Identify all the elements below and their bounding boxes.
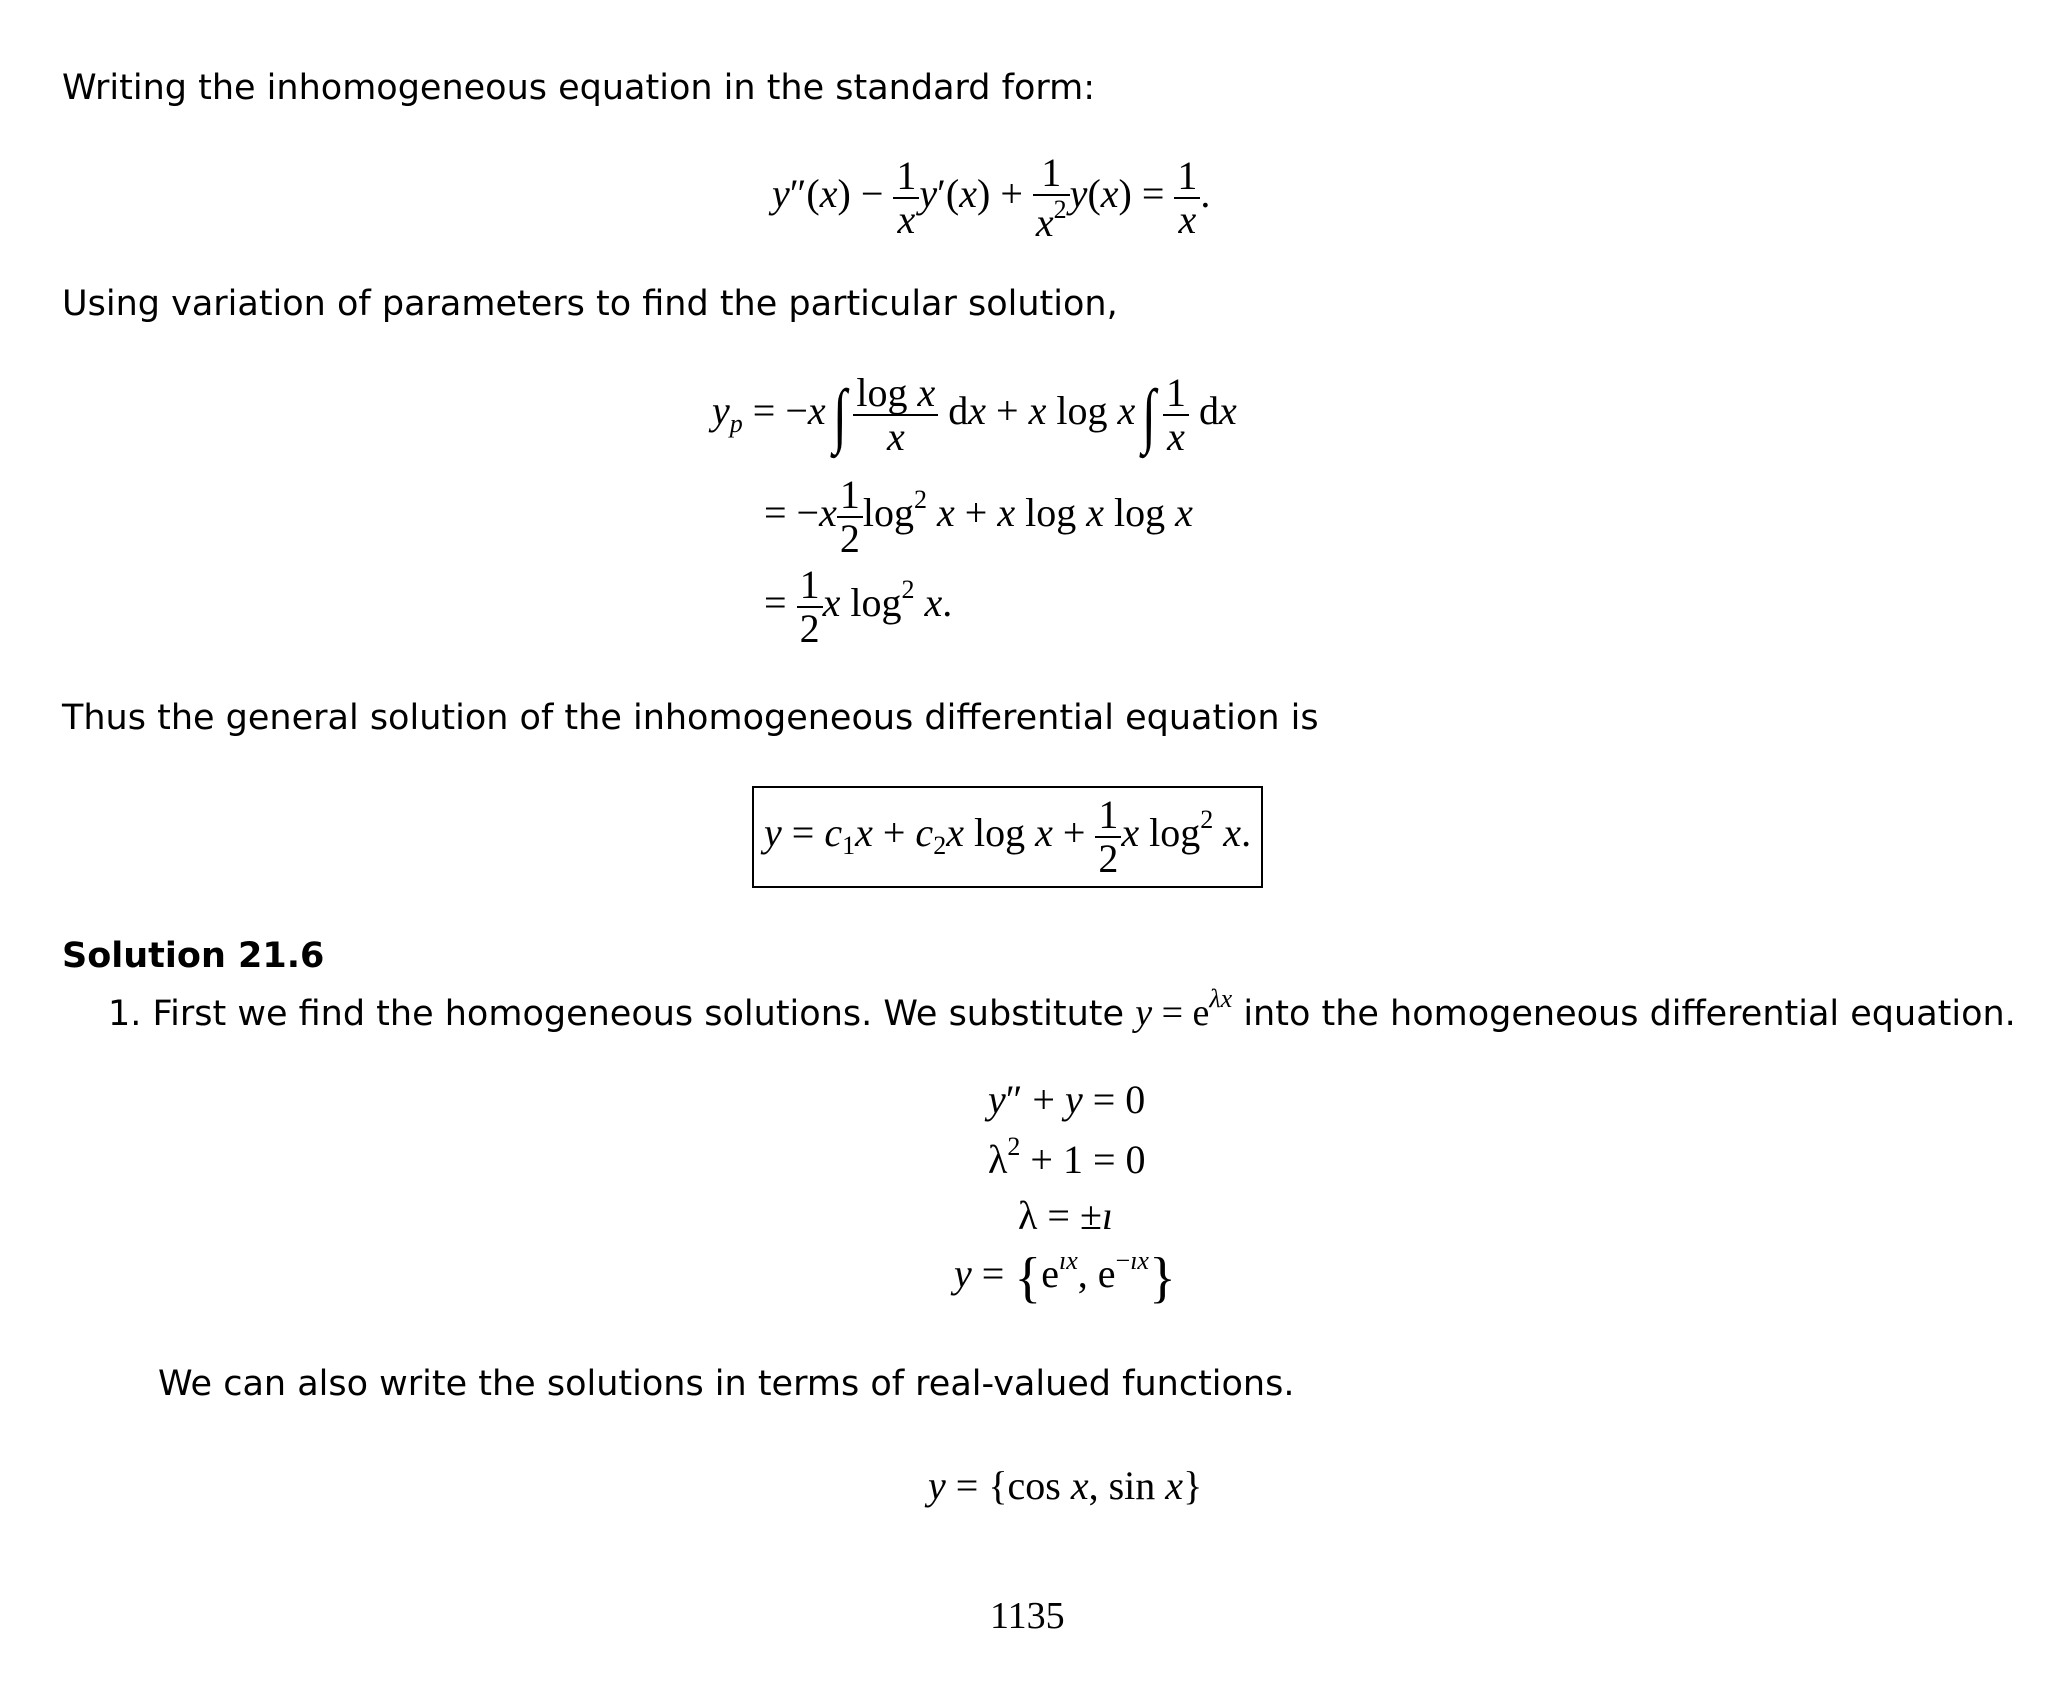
inline-substitution: $y = e^{\lambda x}$	[1135, 984, 1233, 1034]
paragraph-general-solution: Thus the general solution of the inhomogeneous differential equation is	[62, 698, 1319, 738]
solution-heading: Solution 21.6	[62, 936, 325, 976]
equation-general-solution-boxed: $y = c_1x + c_2x$ log x + $\frac{1}{2}$ x $\log^2 x$.	[752, 786, 1263, 888]
equation-standard-form: y″(x) − $\frac{1}{x}$ y′(x) + $\frac{1}{x^2}$ y(x) = $\frac{1}{x}$ .	[772, 150, 1211, 245]
equation-real-solutions: y = {cos x, sin x}	[928, 1463, 1203, 1508]
page-number: 1135	[990, 1595, 1065, 1637]
equation-homog-3: λ = ±ı	[1018, 1193, 1114, 1238]
list-item-text-after: into the homogeneous differential equation.	[1243, 994, 2016, 1034]
list-item-number: 1.	[108, 994, 142, 1034]
paragraph-standard-form: Writing the inhomogeneous equation in the standard form:	[62, 68, 1096, 108]
equation-homog-1: y″ + y = 0	[988, 1077, 1146, 1122]
paragraph-real-valued: We can also write the solutions in terms of real-valued functions.	[158, 1364, 1295, 1404]
list-item-1	[108, 984, 2016, 1035]
equation-particular-line-2: = −x $\frac{1}{2}$ $\log^2 x + x$ log x log x	[764, 472, 1193, 561]
equation-homog-4: $y = \{e^{ıx}$, $e^{-ıx}$}	[954, 1246, 1176, 1309]
list-item-text-before: First we find the homogeneous solutions. We substitute	[152, 994, 1125, 1034]
equation-homog-2: $\lambda^2 + 1 = 0$	[988, 1132, 1146, 1182]
equation-particular-line-3: = $\frac{1}{2}$ x $\log^2 x$.	[764, 562, 953, 651]
paragraph-variation-of-parameters: Using variation of parameters to find the particular solution,	[62, 284, 1118, 324]
equation-particular-line-1: $y_p = -x$ ∫ $\frac{\text{log x}}{x}$ dx + x log x ∫ $\frac{1}{x}$ dx	[712, 370, 1237, 459]
